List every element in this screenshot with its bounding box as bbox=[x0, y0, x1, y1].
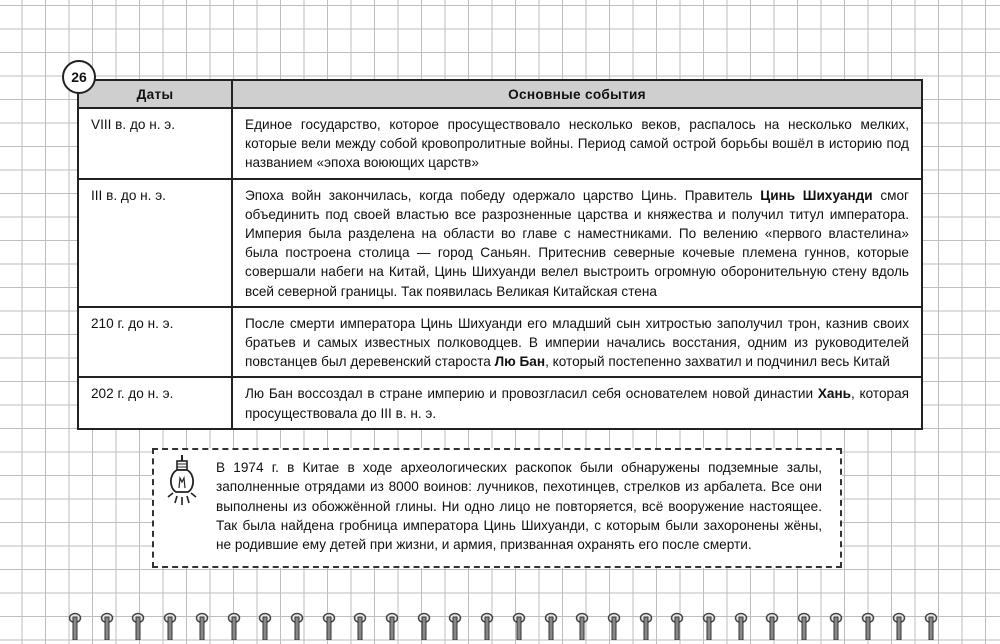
table-row bbox=[78, 307, 922, 378]
lightbulb-icon bbox=[166, 455, 198, 507]
binding-ring-icon bbox=[607, 612, 621, 640]
binding-ring-icon bbox=[68, 612, 82, 640]
event-text: Единое государство, которое просуществовало несколько веков, распалось на несколько мелких, которые вели между собой кровопролитные войны. Период самой острой борьбы вошёл в историю под названием «эпоха воюющих царств» bbox=[245, 117, 909, 171]
event-text: , которая просуществовала до III в. н. э. bbox=[245, 386, 909, 421]
event-text: смог объединить под своей властью все разрозненные царства и княжества и получил титул императора. Империя была разделена на области во главе с наместниками. По велению «первого властелина» была построена столица — город Саньян. Притеснив северные кочевые племена гуннов, которые совершали набеги на Китай, Цинь Шихуанди велел выстроить огромную оборонительную стену вдоль всей северной границы. Так появилась Великая Китайская стена bbox=[245, 187, 909, 299]
binding-ring-icon bbox=[765, 612, 779, 640]
binding-ring-icon bbox=[639, 612, 653, 640]
binding-ring-icon bbox=[258, 612, 272, 640]
binding-ring-icon bbox=[702, 612, 716, 640]
binding-ring-icon bbox=[290, 612, 304, 640]
date-cell: 202 г. до н. э. bbox=[78, 377, 232, 428]
header-events: Основные события bbox=[232, 80, 922, 108]
binding-ring-icon bbox=[322, 612, 336, 640]
event-cell bbox=[232, 108, 922, 179]
binding-ring-icon bbox=[163, 612, 177, 640]
event-cell bbox=[232, 377, 922, 428]
header-dates: Даты bbox=[78, 80, 232, 108]
event-name-bold: Хань bbox=[817, 386, 852, 402]
event-name-bold: Цинь Шихуанди bbox=[760, 187, 873, 203]
binding-ring-icon bbox=[829, 612, 843, 640]
date-cell: VIII в. до н. э. bbox=[78, 108, 232, 179]
binding-ring-icon bbox=[512, 612, 526, 640]
date-cell: 210 г. до н. э. bbox=[78, 307, 232, 378]
event-cell bbox=[232, 179, 922, 307]
binding-ring-icon bbox=[131, 612, 145, 640]
table-row bbox=[78, 179, 922, 307]
date-cell: III в. до н. э. bbox=[78, 179, 232, 307]
binding-ring-icon bbox=[544, 612, 558, 640]
table-header-row bbox=[78, 80, 922, 108]
table-row bbox=[78, 377, 922, 428]
events-table bbox=[77, 79, 923, 430]
event-text: Эпоха войн закончилась, когда победу одержало царство Цинь. Правитель bbox=[245, 187, 761, 203]
binding-ring-icon bbox=[227, 612, 241, 640]
event-text: Лю Бан воссоздал в стране империю и провозгласил себя основателем новой династии bbox=[245, 386, 818, 402]
binding-ring-icon bbox=[480, 612, 494, 640]
event-text: , который постепенно захватил и подчинил весь Китай bbox=[545, 354, 890, 370]
event-text: После смерти императора Цинь Шихуанди его младший сын хитростью заполучил трон, казнив своих братьев и самых известных полководцев. В империи начались восстания, одним из руководителей повстанцев был деревенский староста bbox=[245, 315, 909, 370]
binding-ring-icon bbox=[575, 612, 589, 640]
binding-ring-icon bbox=[670, 612, 684, 640]
binding-ring-icon bbox=[861, 612, 875, 640]
binding-ring-icon bbox=[195, 612, 209, 640]
event-cell bbox=[232, 307, 922, 378]
binding-ring-icon bbox=[417, 612, 431, 640]
binding-ring-icon bbox=[100, 612, 114, 640]
binding-ring-icon bbox=[385, 612, 399, 640]
fact-text: В 1974 г. в Китае в ходе археологических раскопок были обнаружены подземные залы, заполненные отрядами из 8000 воинов: лучников, пехотинцев, стрелков из арбалета. Все они выполнены из обожжённой глины. Ни одно лицо не повторяется, всё вооружение настоящее. Так была найдена гробница императора Цинь Шихуанди, с которым были захоронены жёны, не родившие ему детей при жизни, и армия, призванная охранять его после смерти. bbox=[216, 460, 822, 553]
page-number: 26 bbox=[62, 60, 96, 94]
binding-ring-icon bbox=[797, 612, 811, 640]
table-row bbox=[78, 108, 922, 179]
binding-ring-icon bbox=[734, 612, 748, 640]
binding-ring-icon bbox=[353, 612, 367, 640]
binding-ring-icon bbox=[924, 612, 938, 640]
binding-ring-icon bbox=[448, 612, 462, 640]
fact-box bbox=[152, 448, 842, 568]
event-name-bold: Лю Бан bbox=[494, 354, 546, 370]
binding-ring-icon bbox=[892, 612, 906, 640]
